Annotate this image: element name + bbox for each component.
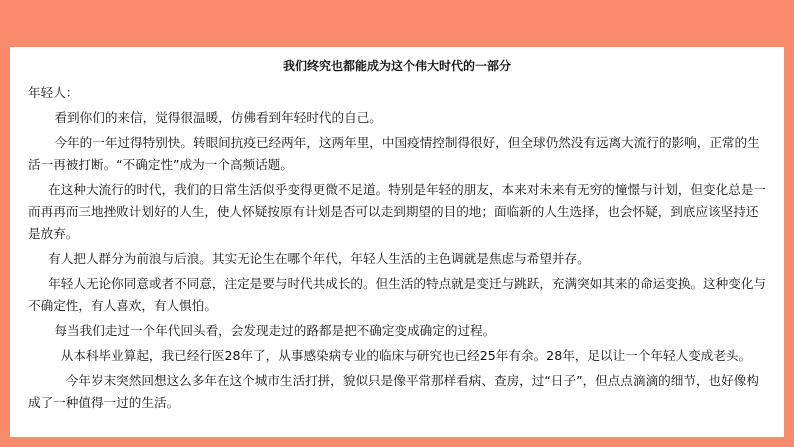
salutation: 年轻人：	[28, 85, 79, 100]
document-title: 我们终究也都能成为这个伟大时代的一部分	[282, 59, 511, 73]
paragraph-8: 今年岁末突然回想这么多年在这个城市生活打拼，貌似只是像平常那样看病、查房，过“日子”，但点点滴滴的细节，也好像构成了一种值得一过的生活。	[28, 373, 759, 410]
paragraph-7: 从本科毕业算起，我已经行医28年了，从事感染病专业的临床与研究也已经25年有余。28年，足以让一个年轻人变成老头。	[60, 348, 752, 363]
paragraph-2: 今年的一年过得特别快。转眼间抗疫已经两年，这两年里，中国疫情控制得很好，但全球仍然没有远离大流行的影响，正常的生活一再被打断。“不确定性”成为一个高频话题。	[28, 135, 760, 172]
paragraph-1: 看到你们的来信，觉得很温暖，仿佛看到年轻时代的自己。	[54, 110, 382, 125]
paragraph-5: 年轻人无论你同意或者不同意，注定是要与时代共成长的。但生活的特点就是变迁与跳跃，充满突如其来的命运变换。这种变化与不确定性，有人喜欢，有人惧怕。	[28, 276, 766, 313]
paragraph-6: 每当我们走过一个年代回头看，会发现走过的路都是把不确定变成确定的过程。	[54, 323, 496, 338]
paragraph-4: 有人把人群分为前浪与后浪。其实无论生在哪个年代，年轻人生活的主色调就是焦虑与希望并存。	[48, 251, 590, 266]
document-page	[10, 47, 784, 437]
paragraph-3: 在这种大流行的时代，我们的日常生活似乎变得更微不足道。特别是年轻的朋友，本来对未来有无穷的憧憬与计划，但变化总是一而再再而三地挫败计划好的人生，使人怀疑按原有计划是否可以走到期望的目的地；面临新的人生选择，也会怀疑，到底应该坚持还是放弃。	[28, 182, 766, 241]
